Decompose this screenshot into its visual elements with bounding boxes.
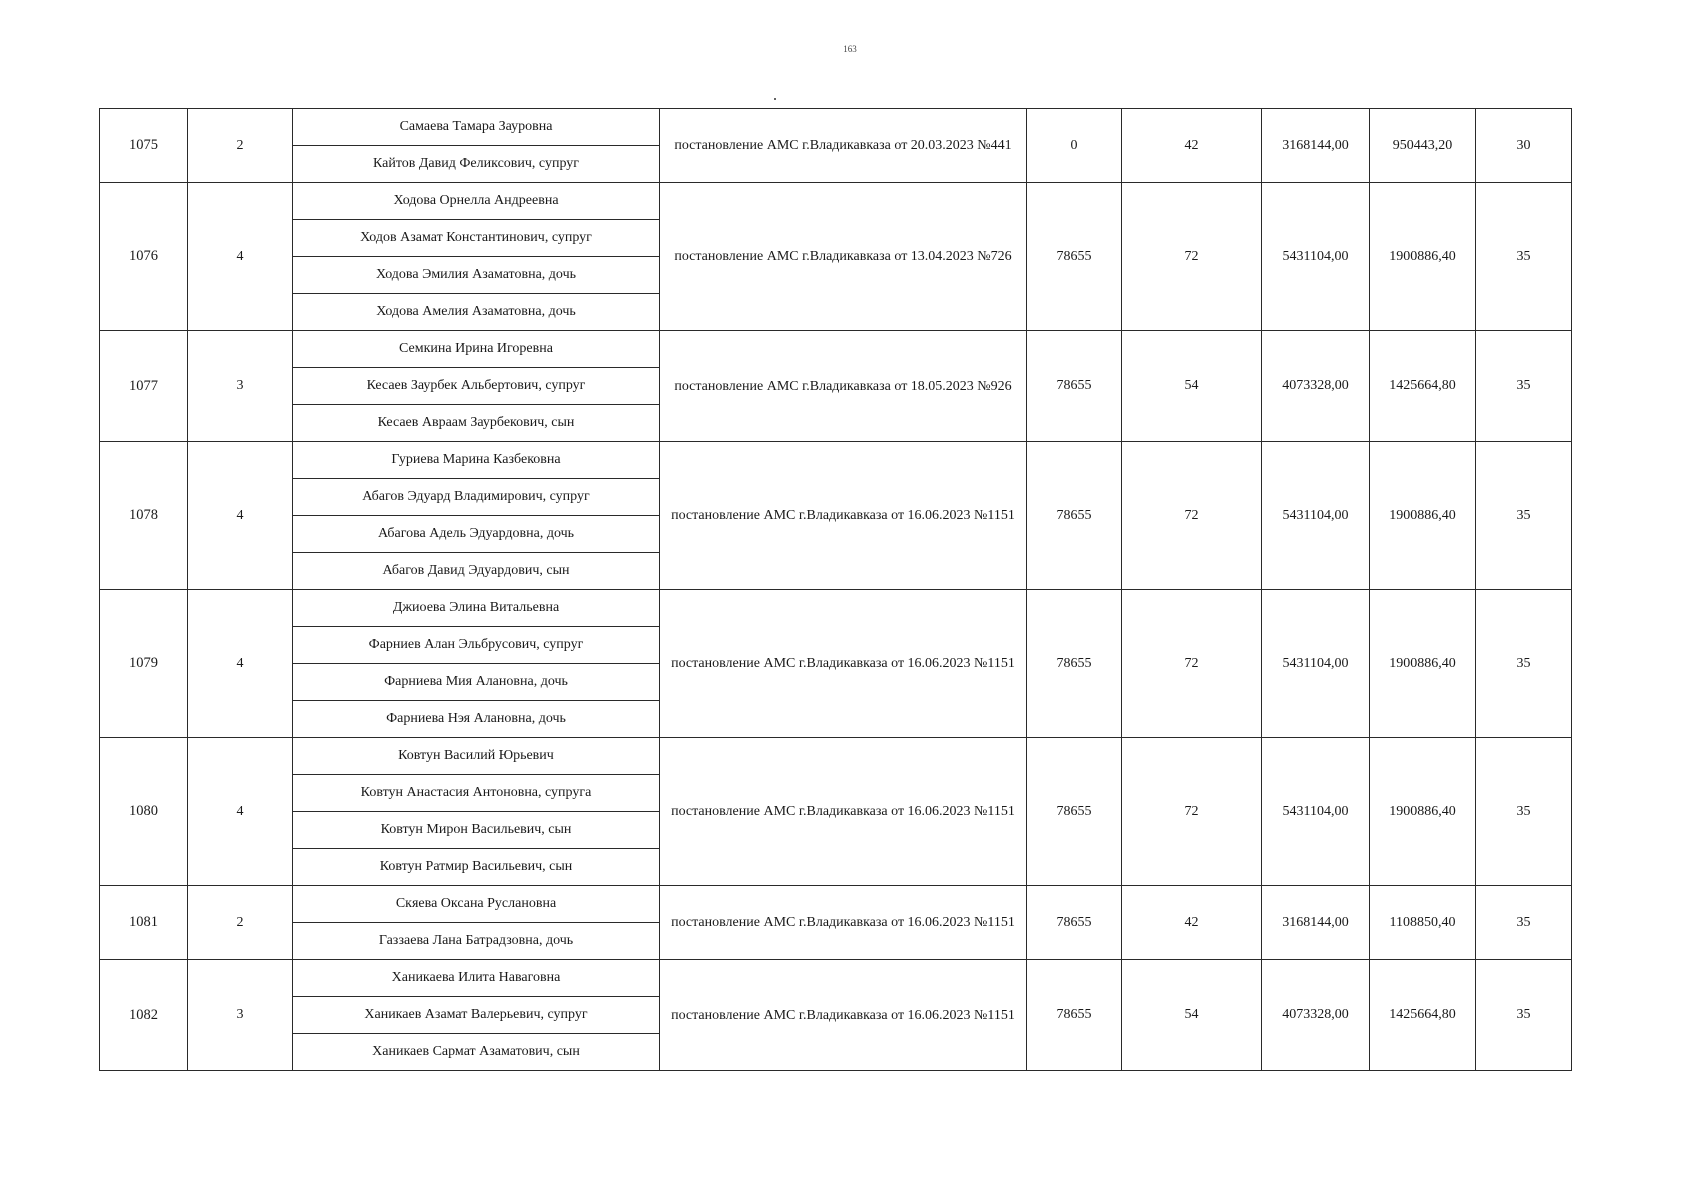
amount-subsidy: 1425664,80: [1370, 960, 1476, 1071]
amount-subsidy: 950443,20: [1370, 109, 1476, 183]
housing-registry-table: [99, 108, 1572, 1071]
family-member: Фарниева Нэя Алановна, дочь: [293, 701, 660, 738]
family-size: 3: [188, 331, 293, 442]
amount-subsidy: 1900886,40: [1370, 183, 1476, 331]
amount-subsidy: 1108850,40: [1370, 886, 1476, 960]
decree-reference: постановление АМС г.Владикавказа от 16.06.2023 №1151: [660, 960, 1027, 1071]
decree-reference: постановление АМС г.Владикавказа от 20.03.2023 №441: [660, 109, 1027, 183]
table-row: [100, 738, 1572, 775]
family-member: Газзаева Лана Батрадзовна, дочь: [293, 923, 660, 960]
page-number: 163: [843, 44, 857, 54]
record-number: 1078: [100, 442, 188, 590]
area-value: 72: [1122, 590, 1262, 738]
decree-reference: постановление АМС г.Владикавказа от 18.05.2023 №926: [660, 331, 1027, 442]
family-member: Ханикаев Азамат Валерьевич, супруг: [293, 997, 660, 1034]
registry-body: [100, 109, 1572, 1071]
family-size: 2: [188, 109, 293, 183]
area-value: 54: [1122, 331, 1262, 442]
family-member: Абагов Эдуард Владимирович, супруг: [293, 479, 660, 516]
family-member: Ходова Эмилия Азаматовна, дочь: [293, 257, 660, 294]
family-member: Ханикаев Сармат Азаматович, сын: [293, 1034, 660, 1071]
family-size: 2: [188, 886, 293, 960]
family-size: 4: [188, 442, 293, 590]
amount-total: 5431104,00: [1262, 442, 1370, 590]
col5-value: 0: [1027, 109, 1122, 183]
family-size: 4: [188, 738, 293, 886]
table-row: [100, 183, 1572, 220]
amount-total: 5431104,00: [1262, 590, 1370, 738]
decree-reference: постановление АМС г.Владикавказа от 13.04.2023 №726: [660, 183, 1027, 331]
col5-value: 78655: [1027, 590, 1122, 738]
table-row: [100, 109, 1572, 146]
record-number: 1076: [100, 183, 188, 331]
amount-total: 4073328,00: [1262, 960, 1370, 1071]
family-member: Ходова Амелия Азаматовна, дочь: [293, 294, 660, 331]
record-number: 1080: [100, 738, 188, 886]
percent-value: 35: [1476, 960, 1572, 1071]
family-member: Семкина Ирина Игоревна: [293, 331, 660, 368]
percent-value: 35: [1476, 590, 1572, 738]
decree-reference: постановление АМС г.Владикавказа от 16.06.2023 №1151: [660, 886, 1027, 960]
family-member: Фарниев Алан Эльбрусович, супруг: [293, 627, 660, 664]
family-member: Джиоева Элина Витальевна: [293, 590, 660, 627]
table-row: [100, 442, 1572, 479]
percent-value: 35: [1476, 183, 1572, 331]
amount-total: 3168144,00: [1262, 886, 1370, 960]
family-member: Ковтун Мирон Васильевич, сын: [293, 812, 660, 849]
col5-value: 78655: [1027, 442, 1122, 590]
table-row: [100, 960, 1572, 997]
family-member: Абагов Давид Эдуардович, сын: [293, 553, 660, 590]
table-row: [100, 590, 1572, 627]
amount-total: 4073328,00: [1262, 331, 1370, 442]
area-value: 42: [1122, 109, 1262, 183]
record-number: 1081: [100, 886, 188, 960]
scan-speck: [774, 98, 776, 100]
family-member: Ковтун Ратмир Васильевич, сын: [293, 849, 660, 886]
percent-value: 35: [1476, 738, 1572, 886]
family-member: Ковтун Василий Юрьевич: [293, 738, 660, 775]
family-size: 4: [188, 590, 293, 738]
table-row: [100, 331, 1572, 368]
family-member: Ходов Азамат Константинович, супруг: [293, 220, 660, 257]
family-member: Фарниева Мия Алановна, дочь: [293, 664, 660, 701]
area-value: 54: [1122, 960, 1262, 1071]
col5-value: 78655: [1027, 183, 1122, 331]
col5-value: 78655: [1027, 331, 1122, 442]
family-member: Ханикаева Илита Наваговна: [293, 960, 660, 997]
family-member: Абагова Адель Эдуардовна, дочь: [293, 516, 660, 553]
col5-value: 78655: [1027, 738, 1122, 886]
family-member: Кайтов Давид Феликсович, супруг: [293, 146, 660, 183]
family-size: 3: [188, 960, 293, 1071]
table-row: [100, 886, 1572, 923]
amount-subsidy: 1900886,40: [1370, 738, 1476, 886]
amount-subsidy: 1900886,40: [1370, 590, 1476, 738]
decree-reference: постановление АМС г.Владикавказа от 16.06.2023 №1151: [660, 738, 1027, 886]
decree-reference: постановление АМС г.Владикавказа от 16.06.2023 №1151: [660, 442, 1027, 590]
family-member: Самаева Тамара Зауровна: [293, 109, 660, 146]
percent-value: 35: [1476, 442, 1572, 590]
family-member: Гуриева Марина Казбековна: [293, 442, 660, 479]
percent-value: 30: [1476, 109, 1572, 183]
family-member: Скяева Оксана Руслановна: [293, 886, 660, 923]
area-value: 72: [1122, 442, 1262, 590]
family-size: 4: [188, 183, 293, 331]
area-value: 72: [1122, 738, 1262, 886]
amount-total: 3168144,00: [1262, 109, 1370, 183]
area-value: 72: [1122, 183, 1262, 331]
amount-subsidy: 1900886,40: [1370, 442, 1476, 590]
record-number: 1079: [100, 590, 188, 738]
record-number: 1075: [100, 109, 188, 183]
record-number: 1082: [100, 960, 188, 1071]
family-member: Ходова Орнелла Андреевна: [293, 183, 660, 220]
amount-total: 5431104,00: [1262, 738, 1370, 886]
family-member: Кесаев Авраам Заурбекович, сын: [293, 405, 660, 442]
col5-value: 78655: [1027, 886, 1122, 960]
area-value: 42: [1122, 886, 1262, 960]
family-member: Ковтун Анастасия Антоновна, супруга: [293, 775, 660, 812]
record-number: 1077: [100, 331, 188, 442]
col5-value: 78655: [1027, 960, 1122, 1071]
percent-value: 35: [1476, 331, 1572, 442]
percent-value: 35: [1476, 886, 1572, 960]
amount-subsidy: 1425664,80: [1370, 331, 1476, 442]
decree-reference: постановление АМС г.Владикавказа от 16.06.2023 №1151: [660, 590, 1027, 738]
amount-total: 5431104,00: [1262, 183, 1370, 331]
family-member: Кесаев Заурбек Альбертович, супруг: [293, 368, 660, 405]
